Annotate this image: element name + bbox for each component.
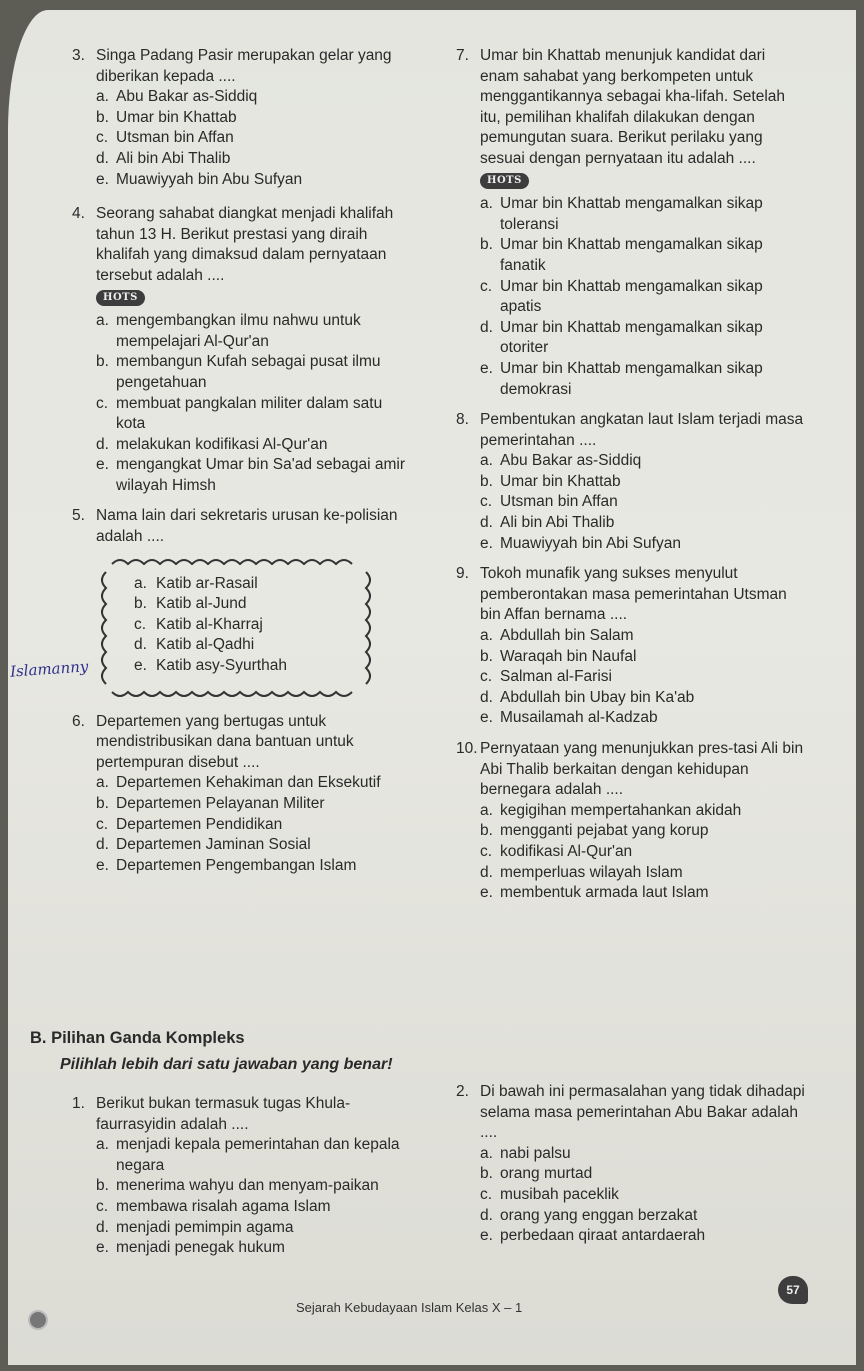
- option-text: Abu Bakar as-Siddiq: [500, 452, 642, 470]
- option-letter: c.: [96, 394, 109, 412]
- option-d: [72, 149, 414, 170]
- option-letter: d.: [480, 1206, 493, 1224]
- question-text: Di bawah ini permasalahan yang tidak dihadapi selama masa pemerintahan Abu Bakar adalah ....: [480, 1083, 805, 1142]
- option-text: Musailamah al-Kadzab: [500, 709, 658, 727]
- option-letter: d.: [96, 1218, 109, 1236]
- question-6: [72, 712, 414, 877]
- option-a: [456, 626, 806, 647]
- handwritten-note: Islamanny: [9, 657, 89, 681]
- option-a: [72, 311, 414, 352]
- option-text: Katib ar-Rasail: [156, 574, 258, 592]
- section-b-left: [72, 1094, 414, 1259]
- question-text: Departemen yang bertugas untuk mendistribusikan dana bantuan untuk pertempuran disebut ....: [96, 712, 354, 771]
- section-b: [30, 1028, 830, 1075]
- option-text: Departemen Kehakiman dan Eksekutif: [116, 774, 381, 792]
- question-8: [456, 410, 806, 554]
- option-d: [456, 863, 806, 884]
- option-letter: b.: [96, 108, 109, 126]
- option-d: [456, 1206, 806, 1227]
- option-c: [72, 394, 414, 435]
- option-d: [72, 835, 414, 856]
- option-letter: a.: [480, 452, 493, 470]
- option-text: mengangkat Umar bin Sa'ad sebagai amir wilayah Himsh: [116, 456, 406, 494]
- option-d: [456, 688, 806, 709]
- option-text: melakukan kodifikasi Al-Qur'an: [116, 435, 328, 453]
- option-letter: a.: [480, 627, 493, 645]
- option-text: nabi palsu: [500, 1144, 571, 1162]
- option-letter: b.: [480, 472, 493, 490]
- option-e: [72, 455, 414, 496]
- option-text: membawa risalah agama Islam: [116, 1197, 331, 1215]
- question-7: [456, 46, 806, 400]
- option-c: [456, 1185, 806, 1206]
- option-c: [456, 277, 806, 318]
- option-b: [456, 1164, 806, 1185]
- option-text: Departemen Pendidikan: [116, 815, 283, 833]
- option-e: [456, 1226, 806, 1247]
- option-letter: e.: [480, 359, 493, 377]
- option-text: perbedaan qiraat antardaerah: [500, 1227, 706, 1245]
- right-column: [456, 46, 806, 904]
- question-text: Seorang sahabat diangkat menjadi khalifah tahun 13 H. Berikut prestasi yang diraih khalifah yang dimaksud dalam pernyataan tersebut adalah ....: [96, 205, 394, 284]
- question-number: 2.: [456, 1083, 469, 1100]
- question-number: 8.: [456, 411, 469, 429]
- option-d: [134, 635, 287, 656]
- option-text: Departemen Pengembangan Islam: [116, 856, 357, 874]
- option-letter: e.: [134, 657, 147, 675]
- question-b1: [72, 1094, 414, 1259]
- hots-badge-row: [72, 289, 414, 310]
- option-text: kegigihan mempertahankan akidah: [500, 801, 742, 819]
- option-b: [72, 108, 414, 129]
- option-text: Umar bin Khattab mengamalkan sikap toleransi: [500, 195, 763, 233]
- option-a: [456, 451, 806, 472]
- option-text: Umar bin Khattab: [500, 472, 621, 490]
- option-text: mengembangkan ilmu nahwu untuk mempelajari Al-Qur'an: [116, 312, 361, 350]
- option-a: [72, 773, 414, 794]
- option-letter: a.: [96, 312, 109, 330]
- question-9: [456, 564, 806, 729]
- option-e: [456, 359, 806, 400]
- option-b: [456, 472, 806, 493]
- option-text: Umar bin Khattab mengamalkan sikap fanatik: [500, 236, 763, 274]
- option-letter: b.: [96, 353, 109, 371]
- option-text: Abdullah bin Ubay bin Ka'ab: [500, 688, 695, 706]
- option-e: [456, 883, 806, 904]
- question-number: 10.: [456, 740, 478, 757]
- option-text: Katib al-Kharraj: [156, 615, 263, 633]
- option-b: [456, 235, 806, 276]
- option-letter: b.: [480, 1165, 493, 1183]
- option-letter: b.: [480, 647, 493, 665]
- question-5: [72, 506, 414, 701]
- option-letter: a.: [96, 774, 109, 792]
- option-letter: c.: [134, 615, 147, 633]
- option-text: menerima wahyu dan menyam-paikan: [116, 1177, 379, 1195]
- option-text: Katib al-Jund: [156, 595, 247, 613]
- option-letter: e.: [480, 884, 493, 902]
- option-letter: c.: [480, 1185, 493, 1203]
- section-b-right: [456, 1082, 806, 1247]
- option-letter: b.: [134, 595, 147, 613]
- option-text: Abu Bakar as-Siddiq: [116, 88, 258, 106]
- option-letter: d.: [96, 149, 109, 167]
- option-letter: e.: [480, 709, 493, 727]
- option-text: Umar bin Khattab mengamalkan sikap apatis: [500, 277, 763, 316]
- option-text: Muawiyyah bin Abu Sufyan: [116, 170, 303, 188]
- option-text: mengganti pejabat yang korup: [500, 822, 709, 840]
- option-letter: a.: [96, 88, 109, 106]
- option-text: orang yang enggan berzakat: [500, 1206, 698, 1224]
- options-list: [134, 574, 287, 677]
- question-text: Nama lain dari sekretaris urusan ke-polisian adalah ....: [96, 507, 398, 546]
- option-text: Departemen Pelayanan Militer: [116, 795, 325, 813]
- option-text: Katib asy-Syurthah: [156, 657, 287, 675]
- left-column: [72, 46, 414, 896]
- option-letter: e.: [96, 170, 109, 188]
- option-b: [72, 794, 414, 815]
- option-a: [456, 1144, 806, 1165]
- option-text: Katib al-Qadhi: [156, 636, 255, 654]
- question-number: 3.: [72, 47, 85, 64]
- option-text: Umar bin Khattab: [116, 108, 237, 126]
- option-c: [456, 667, 806, 688]
- option-letter: a.: [480, 801, 493, 819]
- option-letter: c.: [480, 277, 493, 295]
- question-text: Singa Padang Pasir merupakan gelar yang diberikan kepada ....: [96, 47, 392, 85]
- option-text: Salman al-Farisi: [500, 668, 612, 686]
- option-text: memperluas wilayah Islam: [500, 863, 683, 881]
- option-text: Ali bin Abi Thalib: [116, 149, 231, 167]
- question-text: Pernyataan yang menunjukkan pres-tasi Ali bin Abi Thalib berkaitan dengan kehidupan bernegara adalah ....: [480, 740, 804, 799]
- page-corner-icon: [28, 1310, 48, 1330]
- option-e: [456, 708, 806, 729]
- option-text: Abdullah bin Salam: [500, 627, 634, 645]
- question-number: 1.: [72, 1095, 85, 1112]
- option-letter: e.: [96, 856, 109, 874]
- question-number: 9.: [456, 565, 469, 583]
- option-text: kodifikasi Al-Qur'an: [500, 842, 633, 860]
- hots-badge: HOTS: [96, 290, 145, 306]
- options-frame: [94, 552, 384, 702]
- option-a: [72, 1135, 414, 1176]
- option-text: orang murtad: [500, 1165, 593, 1183]
- option-text: Ali bin Abi Thalib: [500, 514, 615, 532]
- option-letter: d.: [480, 318, 493, 336]
- option-text: Utsman bin Affan: [500, 493, 618, 511]
- option-letter: c.: [96, 815, 109, 833]
- option-d: [72, 1218, 414, 1239]
- question-3: [72, 46, 414, 190]
- question-text: Tokoh munafik yang sukses menyulut pemberontakan masa pemerintahan Utsman bin Affan bernama ....: [480, 565, 787, 624]
- option-b: [72, 1176, 414, 1197]
- option-c: [72, 128, 414, 149]
- page-number: 57: [778, 1276, 808, 1304]
- option-text: membentuk armada laut Islam: [500, 884, 709, 902]
- option-text: Umar bin Khattab mengamalkan sikap otoriter: [500, 318, 763, 357]
- question-text: Pembentukan angkatan laut Islam terjadi masa pemerintahan ....: [480, 411, 804, 449]
- option-letter: a.: [134, 574, 147, 592]
- option-e: [134, 656, 287, 677]
- option-letter: b.: [480, 822, 493, 840]
- option-e: [72, 1238, 414, 1259]
- option-text: menjadi penegak hukum: [116, 1239, 285, 1257]
- option-e: [72, 170, 414, 191]
- question-number: 4.: [72, 205, 85, 223]
- option-c: [72, 815, 414, 836]
- question-10: [456, 739, 806, 904]
- option-letter: d.: [480, 688, 493, 706]
- option-letter: c.: [96, 129, 109, 147]
- option-letter: c.: [480, 493, 493, 511]
- hots-badge-row: [456, 172, 806, 193]
- option-letter: e.: [480, 1227, 493, 1245]
- option-e: [456, 534, 806, 555]
- option-a: [72, 87, 414, 108]
- option-d: [456, 513, 806, 534]
- section-instruction: Pilihlah lebih dari satu jawaban yang benar!: [60, 1055, 393, 1073]
- question-b2: [456, 1082, 806, 1247]
- option-b: [72, 352, 414, 393]
- option-letter: a.: [96, 1136, 109, 1154]
- option-c: [134, 615, 287, 636]
- question-number: 6.: [72, 712, 85, 730]
- option-letter: e.: [96, 456, 109, 474]
- option-letter: c.: [480, 842, 493, 860]
- option-d: [456, 318, 806, 359]
- option-text: Waraqah bin Naufal: [500, 647, 637, 665]
- question-text: Berikut bukan termasuk tugas Khula-faurrasyidin adalah ....: [96, 1095, 351, 1133]
- option-text: membangun Kufah sebagai pusat ilmu pengetahuan: [116, 353, 381, 391]
- option-b: [456, 821, 806, 842]
- footer-text: Sejarah Kebudayaan Islam Kelas X – 1: [296, 1300, 523, 1315]
- section-title: B. Pilihan Ganda Kompleks: [30, 1029, 245, 1047]
- option-letter: b.: [480, 236, 493, 254]
- question-4: [72, 204, 414, 496]
- option-text: Departemen Jaminan Sosial: [116, 836, 311, 854]
- hots-badge: HOTS: [480, 173, 529, 189]
- option-text: Utsman bin Affan: [116, 129, 234, 147]
- option-a: [456, 801, 806, 822]
- option-letter: d.: [480, 514, 493, 532]
- option-text: menjadi pemimpin agama: [116, 1218, 294, 1236]
- option-c: [456, 492, 806, 513]
- option-letter: d.: [134, 636, 147, 654]
- question-number: 7.: [456, 47, 469, 64]
- option-b: [134, 594, 287, 615]
- question-number: 5.: [72, 507, 85, 525]
- option-text: menjadi kepala pemerintahan dan kepala negara: [116, 1136, 400, 1174]
- option-text: Umar bin Khattab mengamalkan sikap demokrasi: [500, 359, 763, 398]
- question-text: Umar bin Khattab menunjuk kandidat dari enam sahabat yang berkompeten untuk menggantikannya sebagai kha-lifah. Setelah itu, pemilihan khalifah dilakukan dengan pemungutan suara. Berikut perilaku yang sesuai dengan pernyataan itu adalah ....: [480, 47, 786, 167]
- option-letter: e.: [480, 534, 493, 552]
- option-letter: d.: [96, 435, 109, 453]
- option-letter: c.: [480, 668, 493, 686]
- option-letter: d.: [96, 836, 109, 854]
- option-letter: b.: [96, 795, 109, 813]
- option-letter: b.: [96, 1177, 109, 1195]
- option-d: [72, 435, 414, 456]
- option-text: musibah paceklik: [500, 1185, 619, 1203]
- option-text: Muawiyyah bin Abi Sufyan: [500, 534, 681, 552]
- option-c: [72, 1197, 414, 1218]
- option-letter: a.: [480, 195, 493, 213]
- option-a: [134, 574, 287, 595]
- option-b: [456, 647, 806, 668]
- option-e: [72, 856, 414, 877]
- option-a: [456, 194, 806, 235]
- option-c: [456, 842, 806, 863]
- textbook-page: [8, 10, 856, 1365]
- option-letter: a.: [480, 1144, 493, 1162]
- option-letter: d.: [480, 863, 493, 881]
- option-letter: e.: [96, 1239, 109, 1257]
- option-letter: c.: [96, 1197, 109, 1215]
- option-text: membuat pangkalan militer dalam satu kota: [116, 394, 383, 433]
